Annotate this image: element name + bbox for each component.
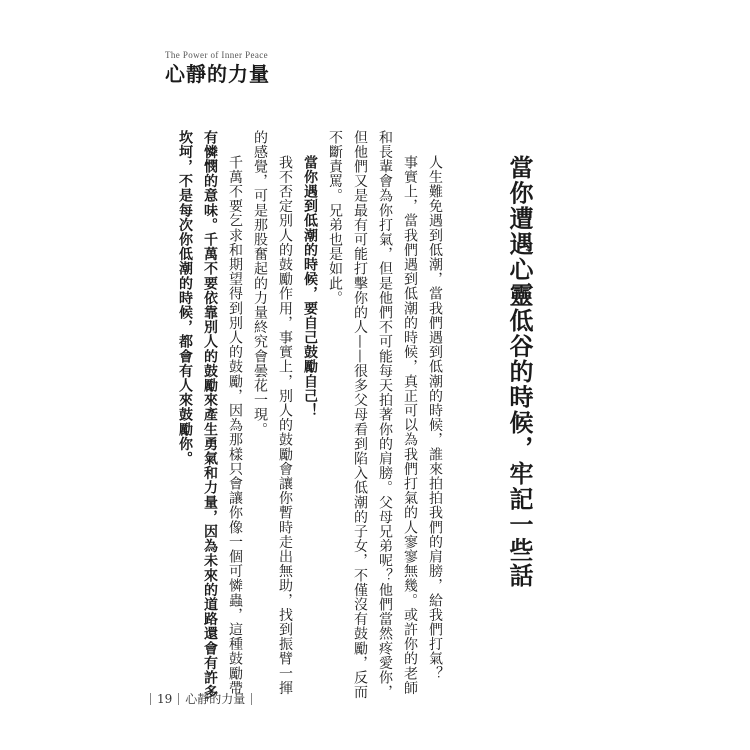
page-footer	[150, 690, 252, 707]
body-line-7: 我不否定別人的鼓勵作用，事實上，別人的鼓勵會讓你暫時走出無助，找到振臂一揮	[277, 155, 293, 696]
body-line-1: 人生難免遇到低潮，當我們遇到低潮的時候，誰來拍拍我們的肩膀，給我們打氣？	[427, 155, 443, 681]
chapter-title: 當你遭遇心靈低谷的時候，牢記一些話	[505, 155, 533, 589]
book-header	[165, 50, 270, 87]
body-line-10: 有憐憫的意味。千萬不要依靠別人的鼓勵來產生勇氣和力量，因為未來的道路還會有許多	[202, 130, 218, 700]
book-english-subtitle: The Power of Inner Peace	[165, 50, 269, 60]
body-line-8: 的感覺，可是那股奮起的力量終究會曇花一現。	[252, 130, 268, 437]
footer-divider-middle	[178, 693, 179, 705]
body-line-11: 坎坷，不是每次你低潮的時候，都會有人來鼓勵你。	[177, 130, 193, 466]
body-line-4: 但他們又是最有可能打擊你的人——很多父母看到陷入低潮的子女，不僅沒有鼓勵，反而	[352, 130, 368, 700]
body-line-6-emphasis: 當你遇到低潮的時候，要自己鼓勵自己！	[302, 155, 318, 418]
body-line-5: 不斷責罵。兄弟也是如此。	[327, 130, 343, 306]
body-line-3: 和長輩會為你打氣，但是他們不可能每天拍著你的肩膀。父母兄弟呢？他們當然疼愛你，	[377, 130, 393, 700]
footer-divider-right	[251, 693, 252, 705]
body-line-2: 事實上，當我們遇到低潮的時候，真正可以為我們打氣的人寥寥無幾。或許你的老師	[402, 155, 418, 696]
page-number: 19	[157, 691, 173, 706]
body-line-9: 千萬不要乞求和期望得到別人的鼓勵，因為那樣只會讓你像一個可憐蟲，這種鼓勵帶	[227, 155, 243, 696]
footer-book-title: 心靜的力量	[185, 692, 246, 706]
footer-divider-left	[150, 693, 151, 705]
book-title: 心靜的力量	[165, 62, 270, 86]
